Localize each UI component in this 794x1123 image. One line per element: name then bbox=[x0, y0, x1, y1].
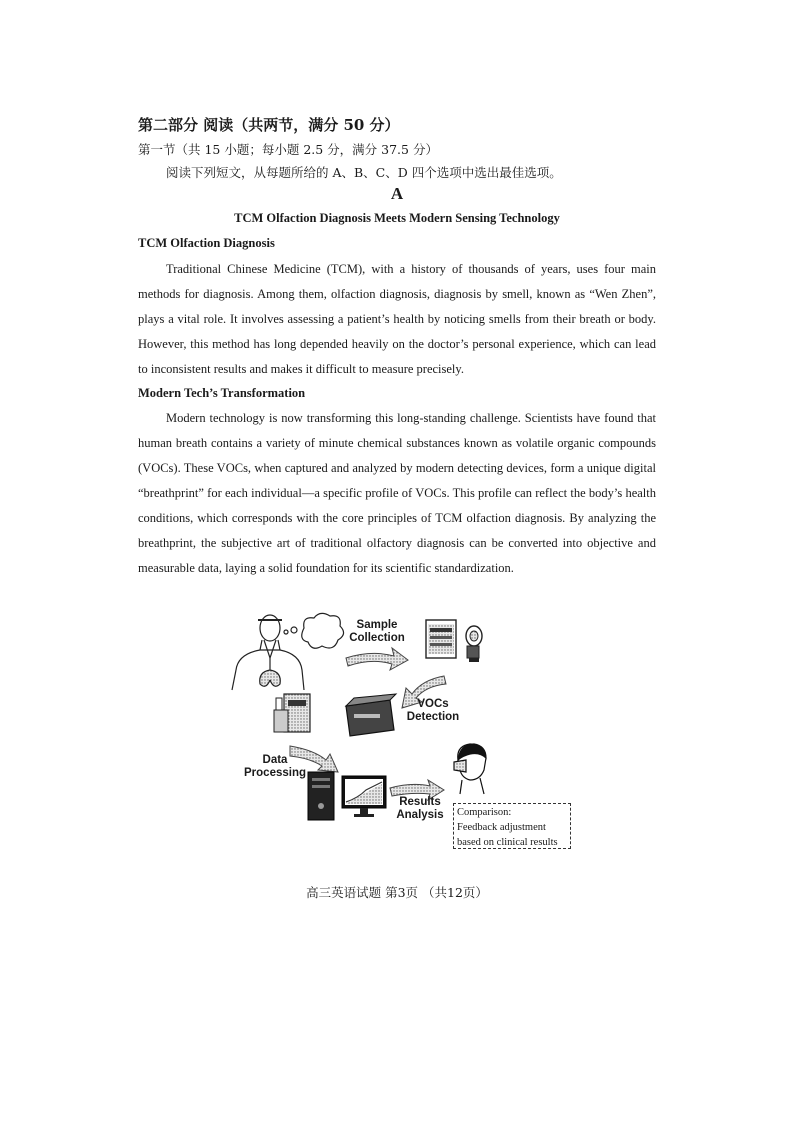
section1-paragraph: Traditional Chinese Medicine (TCM), with a history of thousands of years, uses four main methods for diagnosis. Among them, olfaction diagnosis, diagnosis by smell, known as “Wen Zhen”, plays a vital role. It involves assessing a patient’s health by noticing smells from their breath or body. However, this method has long depended heavily on the doctor’s personal experience, which can lead to inconsistent results and makes it difficult to measure precisely. bbox=[138, 262, 656, 376]
comparison-box bbox=[453, 803, 571, 849]
comparison-line2: based on clinical results bbox=[457, 837, 558, 848]
section1-heading: TCM Olfaction Diagnosis bbox=[138, 236, 275, 250]
sample-bag-icon bbox=[426, 620, 456, 658]
section2-paragraph: Modern technology is now transforming this long-standing challenge. Scientists have found that human breath contains a variety of minute chemical substances known as volatile organic compounds (VOCs). These VOCs, when captured and analyzed by modern detecting devices, form a unique digital “breathprint” for each individual—a specific profile of VOCs. This profile can reflect the body’s health conditions, which corresponds with the core principles of TCM olfaction diagnosis. By analyzing the breathprint, the subjective art of traditional olfactory diagnosis can be converted into objective and measurable data, laying a solid foundation for its scientific standardization. bbox=[138, 411, 656, 575]
comparison-line1: Feedback adjustment bbox=[457, 822, 546, 833]
instruction-text: 阅读下列短文，从每题所给的 A、B、C、D 四个选项中选出最佳选项。 bbox=[166, 165, 562, 180]
breath-sampler-icon bbox=[466, 626, 482, 662]
step-sample-collection: Sample Collection bbox=[349, 619, 405, 644]
step-data-processing: Data Processing bbox=[244, 754, 306, 779]
comparison-title: Comparison: bbox=[457, 807, 512, 818]
article-title: TCM Olfaction Diagnosis Meets Modern Sensing Technology bbox=[234, 211, 560, 225]
breath-cloud-icon bbox=[284, 613, 344, 648]
arrow-to-collection bbox=[346, 648, 408, 670]
step-vocs-detection: VOCs Detection bbox=[406, 698, 460, 723]
doctor-icon bbox=[454, 744, 486, 794]
lab-instrument-icon bbox=[274, 694, 310, 732]
section-title: 第一节（共 15 小题；每小题 2.5 分，满分 37.5 分） bbox=[138, 142, 438, 157]
human-lungs-icon bbox=[232, 615, 304, 690]
monitor-chart-icon bbox=[342, 776, 386, 817]
section2-heading: Modern Tech’s Transformation bbox=[138, 386, 306, 400]
gc-ms-device-icon bbox=[346, 694, 396, 736]
step-results-analysis: Results Analysis bbox=[396, 796, 444, 821]
passage-letter: A bbox=[390, 184, 404, 203]
page-footer: 高三英语试题 第3页 （共12页） bbox=[306, 885, 488, 900]
process-diagram bbox=[222, 610, 582, 860]
computer-icon bbox=[308, 772, 334, 820]
part-title: 第二部分 阅读（共两节，满分 50 分） bbox=[138, 116, 400, 134]
